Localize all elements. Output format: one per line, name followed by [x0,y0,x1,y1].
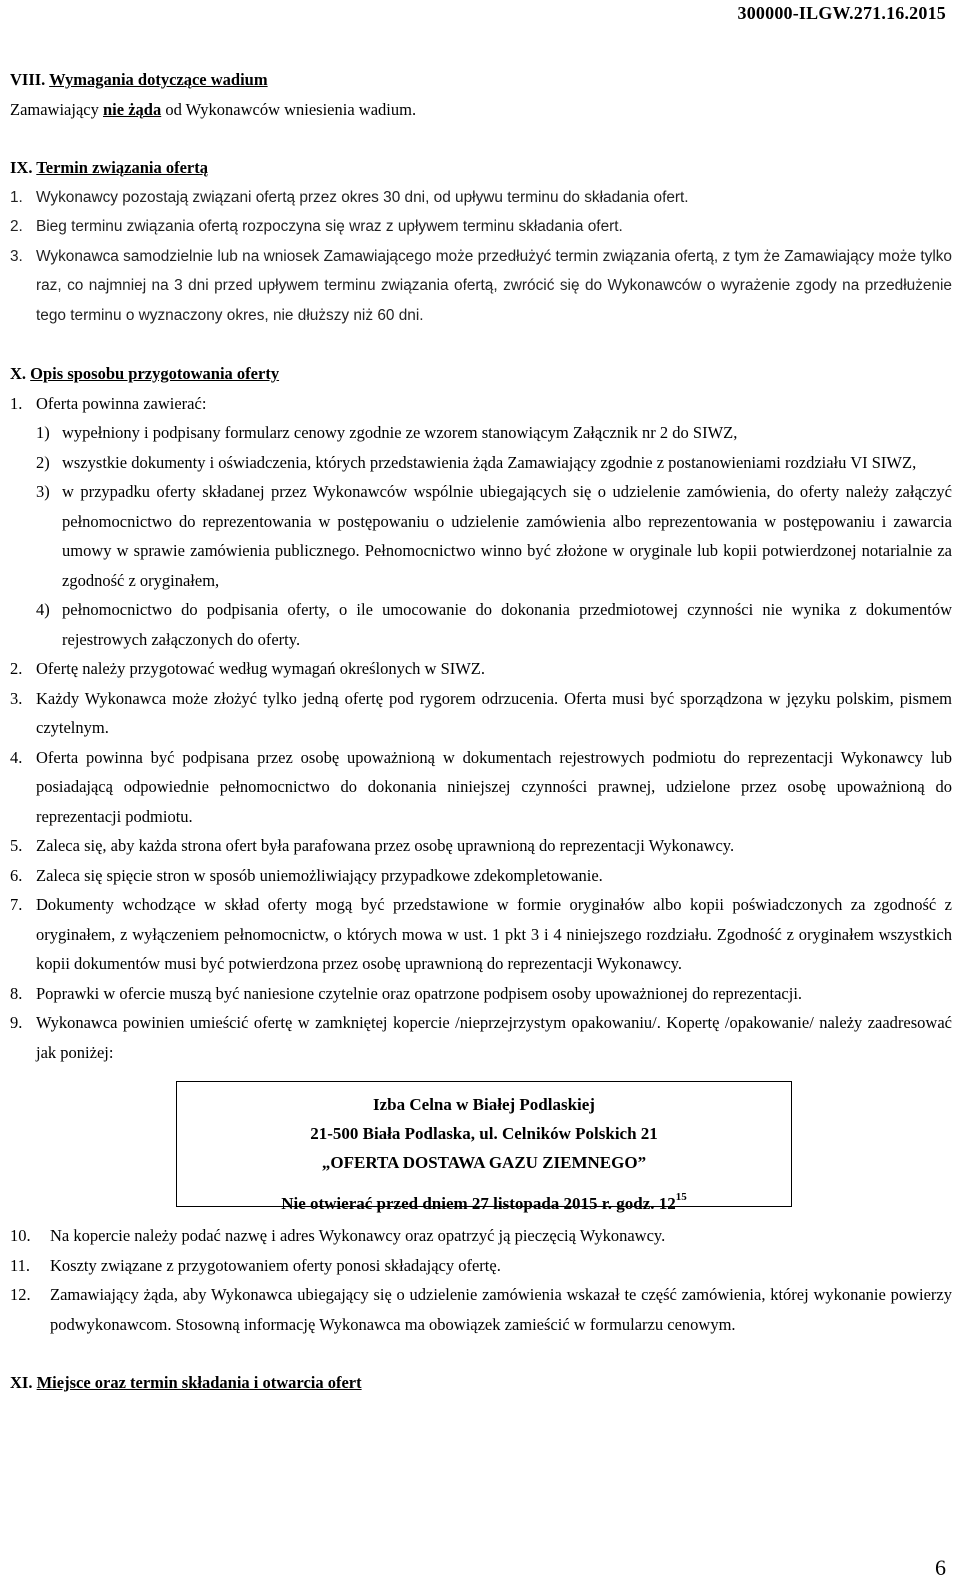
list-item [10,1008,952,1067]
section-title: Miejsce oraz termin składania i otwarcia ofert [36,1373,362,1392]
section-number: XI. [10,1373,33,1392]
item-text: Każdy Wykonawca może złożyć tylko jedną ofertę pod rygorem odrzucenia. Oferta musi być sporządzona w języku polskim, pismem czytelnym. [36,688,952,737]
envelope-address-box [176,1081,792,1213]
item-text: Wykonawca samodzielnie lub na wniosek Zamawiającego może przedłużyć termin związania ofertą, z tym że Zamawiający może tylko raz, co najmniej na 3 dni przed upływem terminu związania ofertą, zwrócić się do Wykonawców o wyrażenie zgody na przedłużenie tego terminu o wyznaczony okres, nie dłuższy niż 60 dni. [36,247,952,324]
item-text: Ofertę należy przygotować według wymagań określonych w SIWZ. [36,659,486,678]
section-heading-9 [10,153,952,183]
list-item [10,654,952,684]
text-fragment: od Wykonawców wniesienia wadium. [161,99,417,119]
section-title: Opis sposobu przygotowania oferty [30,364,280,383]
item-text: Zaleca się spięcie stron w sposób uniemożliwiający przypadkowe zdekompletowanie. [36,865,603,885]
spacer [10,330,952,359]
item-number: 7. [10,895,23,914]
paragraph-wadium [10,95,952,125]
list-item [10,890,952,979]
item-number: 3. [10,688,23,708]
section-heading-11 [10,1368,952,1398]
item-text: wszystkie dokumenty i oświadczenia, których przedstawienia żąda Zamawiający zgodnie z postanowieniami rozdziału VI SIWZ, [62,452,917,472]
item-number: 11. [10,1255,31,1275]
item-number: 5. [10,836,23,855]
open-time-minutes: 15 [675,1191,687,1204]
item-text: w przypadku oferty składanej przez Wykonawców wspólnie ubiegających się o udzielenie zamówienia, do oferty należy załączyć pełnomocnictwo do reprezentowania w postępowaniu o udzielenie zamówienia albo reprezentowania w postępowaniu i zawarcia umowy w sprawie zamówienia publicznego. Pełnomocnictwo winno być złożone w oryginale lub kopii potwierdzonej notarialnie za zgodność z oryginałem, [62,482,952,590]
item-number: 12. [10,1285,31,1304]
envelope-address: 21-500 Biała Podlaska, ul. Celników Polskich 21 [310,1124,658,1143]
item-text: wypełniony i podpisany formularz cenowy zgodnie ze wzorem stanowiącym Załącznik nr 2 do SIWZ, [62,423,738,442]
envelope-offer-title: „OFERTA DOSTAWA GAZU ZIEMNEGO” [321,1153,647,1172]
text-fragment: Zamawiający [10,99,103,119]
spacer [177,1177,791,1189]
item-number: 1) [36,423,50,442]
sub-list-item [36,418,952,448]
item-number: 4. [10,747,23,767]
item-text: Oferta powinna być podpisana przez osobę upoważnioną w dokumentach rejestrowych podmiotu do reprezentacji Wykonawcy lub posiadającą odpowiednie pełnomocnictwo do dokonania niniejszej czynności prawnej, udzielone przez osobę upoważnioną do reprezentacji podmiotu. [36,747,952,826]
section-title: Wymagania dotyczące wadium [49,70,268,89]
open-date-text: Nie otwierać przed dniem 27 listopada 2015 r. godz. 12 [281,1194,676,1213]
list-item [10,242,952,331]
item-text: Bieg terminu związania ofertą rozpoczyna się wraz z upływem terminu składania ofert. [36,218,623,235]
list-item [10,831,952,861]
section-heading-10 [10,359,952,389]
document-reference: 300000-ILGW.271.16.2015 [737,3,946,23]
item-number: 1. [10,393,23,413]
list-item [10,684,952,743]
spacer [10,1339,952,1368]
item-text: Zaleca się, aby każda strona ofert była parafowana przez osobę uprawnioną do reprezentacji Wykonawcy. [36,836,735,855]
section-number: VIII. [10,70,46,89]
item-number: 3. [10,247,23,265]
section-title: Termin związania ofertą [36,158,208,177]
envelope-recipient: Izba Celna w Białej Podlaskiej [373,1095,595,1114]
list-item [10,183,952,213]
item-text: Oferta powinna zawierać: [36,393,207,413]
page-number: 6 [935,1555,946,1580]
item-number: 6. [10,865,23,885]
item-number: 10. [10,1226,31,1245]
spacer [10,124,952,153]
item-number: 2. [10,659,23,678]
item-text: Koszty związane z przygotowaniem oferty ponosi składający ofertę. [50,1255,501,1275]
list-item [10,212,952,242]
item-number: 8. [10,983,23,1003]
item-number: 4) [36,600,50,619]
item-text: Na kopercie należy podać nazwę i adres Wykonawcy oraz opatrzyć ją pieczęcią Wykonawcy. [50,1226,666,1245]
envelope-box-wrapper [10,1081,952,1213]
section-number: IX. [10,158,33,177]
item-text: Dokumenty wchodzące w skład oferty mogą być przedstawione w formie oryginałów albo kopii poświadczonych za zgodność z oryginałem, z wyłączeniem pełnomocnictw, o których mowa w ust. 1 pkt 3 i 4 niniejszego rozdziału. Zgodność z oryginałem wszystkich kopii dokumentów musi być potwierdzona przez osobę uprawnioną do reprezentacji Wykonawcy. [36,895,952,973]
sub-list-item [36,477,952,595]
emphasis-nie-zada: nie żąda [103,99,162,119]
envelope-open-date [177,1189,791,1218]
item-number: 1. [10,188,23,206]
list-item [10,1221,952,1251]
item-number: 9. [10,1013,23,1032]
sub-list-item [36,448,952,478]
list-item [10,389,952,419]
item-text: Wykonawcy pozostają związani ofertą przez okres 30 dni, od upływu terminu do składania ofert. [36,188,689,206]
list-item [10,1251,952,1281]
item-number: 2) [36,452,50,472]
item-number: 3) [36,482,50,501]
item-text: Poprawki w ofercie muszą być naniesione czytelnie oraz opatrzone podpisem osoby upoważnionej do reprezentacji. [36,983,803,1003]
list-item [10,1280,952,1339]
item-text: Wykonawca powinien umieścić ofertę w zamkniętej kopercie /nieprzejrzystym opakowaniu/. Kopertę /opakowanie/ należy zaadresować jak poniżej: [36,1013,952,1062]
list-item [10,743,952,832]
item-text: Zamawiający żąda, aby Wykonawca ubiegający się o udzielenie zamówienia wskazał te część zamówienia, której wykonanie powierzy podwykonawcom. Stosowną informację Wykonawca ma obowiązek zamieścić w formularzu cenowym. [50,1285,952,1334]
sub-list-item [36,595,952,654]
section-number: X. [10,364,27,383]
list-item [10,861,952,891]
item-number: 2. [10,218,23,235]
item-text: pełnomocnictwo do podpisania oferty, o ile umocowanie do dokonania przedmiotowej czynności nie wynika z dokumentów rejestrowych załączonych do oferty. [62,600,952,649]
document-body [10,65,952,1398]
list-item [10,979,952,1009]
section-heading-8 [10,65,952,95]
